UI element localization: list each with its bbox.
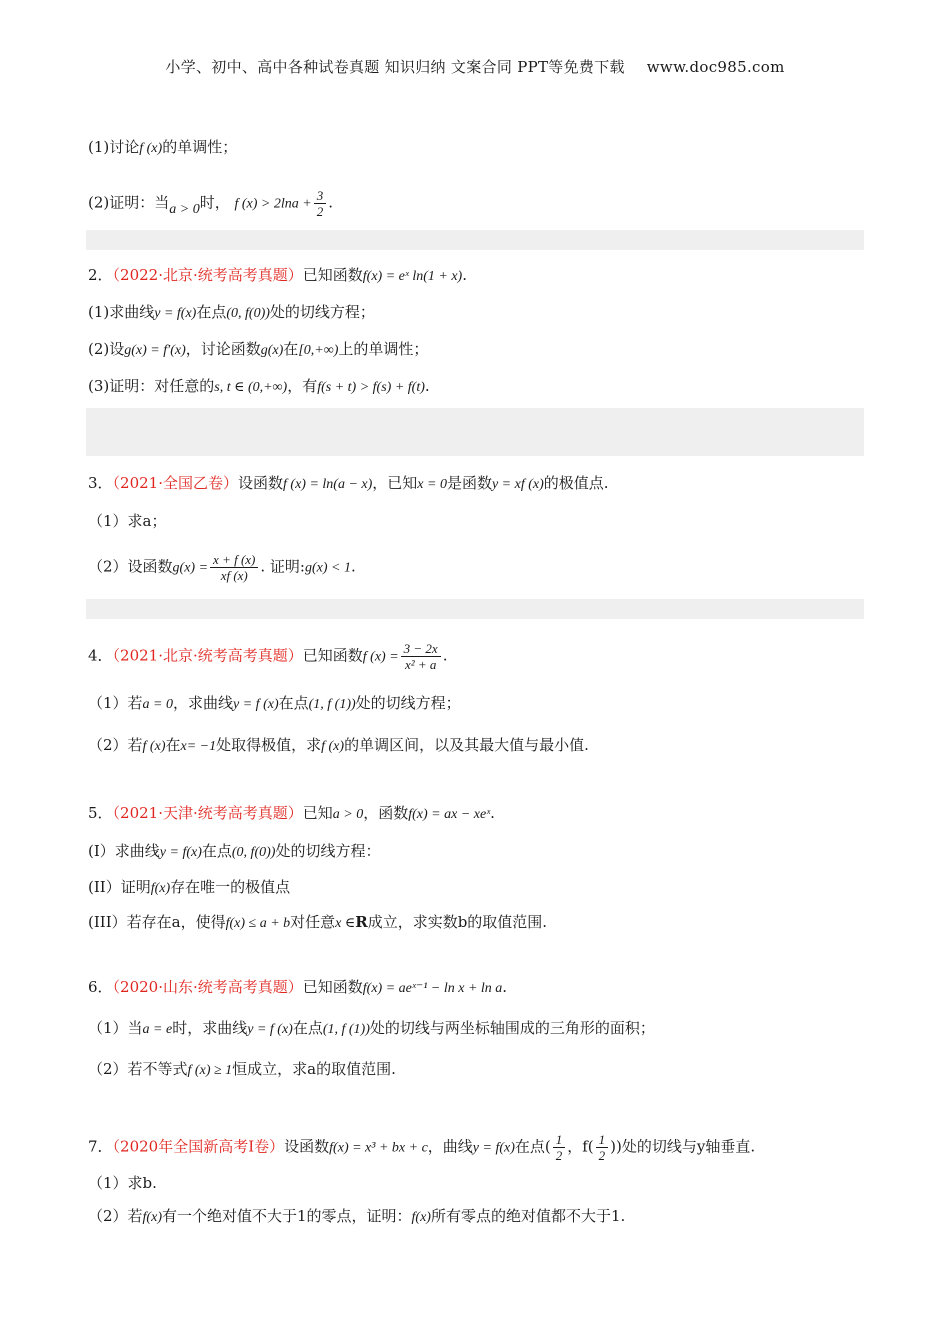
q7-fraction-1: $\frac{1}{2}$: [553, 1132, 566, 1163]
q5-part2: (II）证明f(x)存在唯一的极值点: [88, 878, 291, 896]
q2-stem: 2．（2022·北京·统考高考真题）已知函数f(x) = eˣ ln(1 + x).: [88, 266, 467, 284]
q7-part1: （1）求b.: [88, 1174, 157, 1192]
q2-part2: (2)设g(x) = f′(x)，讨论函数g(x)在[0,+∞)上的单调性；: [88, 340, 429, 358]
q6-stem: 6．（2020·山东·统考高考真题）已知函数f(x) = aeˣ⁻¹ − ln x + ln a.: [88, 978, 508, 996]
q1-part2: (2)证明：当a > 0时， f (x) > 2lna + $\frac{3}{2}$ .: [88, 188, 333, 219]
q7-source: （2020年全国新高考Ⅰ卷）: [112, 1137, 285, 1156]
page-header: [0, 56, 950, 77]
q3-stem: 3．（2021·全国乙卷）设函数f (x) = ln(a − x)，已知x = 0是函数y = xf (x)的极值点.: [88, 474, 609, 492]
q2-part3: (3)证明：对任意的s, t ∈ (0,+∞)，有f(s + t) > f(s) + f(t).: [88, 377, 430, 395]
q7-stem: 7．（2020年全国新高考Ⅰ卷）设函数f(x) = x³ + bx + c，曲线y = f(x)在点( $\frac{1}{2}$ ，f( $\frac{1}{2}$ ))处的切线与y轴垂直.: [88, 1132, 756, 1163]
q3-source: （2021·全国乙卷）: [112, 474, 238, 492]
q2-part1: (1)求曲线y = f(x)在点(0, f(0))处的切线方程；: [88, 303, 375, 321]
q1-part1: (1)讨论f (x)的单调性；: [88, 138, 238, 156]
q6-part1: （1）当a = e时，求曲线y = f (x)在点(1, f (1))处的切线与两坐标轴围成的三角形的面积；: [88, 1019, 655, 1037]
q3-part2: （2）设函数g(x) = $\frac{x + f (x)}{xf (x)}$ . 证明:g(x) < 1.: [88, 552, 356, 583]
q4-source: （2021·北京·统考高考真题）: [112, 646, 303, 665]
q7-part2: （2）若f(x)有一个绝对值不大于1的零点，证明：f(x)所有零点的绝对值都不大于1.: [88, 1207, 626, 1225]
answer-area-3: [86, 599, 864, 619]
q2-source: （2022·北京·统考高考真题）: [112, 266, 303, 284]
q4-part2: （2）若f (x)在x= −1处取得极值，求f (x)的单调区间，以及其最大值与最小值.: [88, 736, 589, 754]
q5-part3: (III）若存在a，使得f(x) ≤ a + b对任意x ∈R成立，求实数b的取值范围.: [88, 913, 548, 931]
q5-part1: (I）求曲线y = f(x)在点(0, f(0))处的切线方程：: [88, 842, 381, 860]
q5-source: （2021·天津·统考高考真题）: [112, 804, 303, 822]
header-text: 小学、初中、高中各种试卷真题 知识归纳 文案合同 PPT等免费下载: [165, 58, 625, 76]
q3-fraction: $\frac{x + f (x)}{xf (x)}$: [210, 552, 258, 583]
q4-stem: 4．（2021·北京·统考高考真题）已知函数f (x) = $\frac{3 - 2x}{\text{x² + a}}$ .: [88, 641, 448, 672]
q3-part1: （1）求a；: [88, 512, 167, 530]
q4-part1: （1）若a = 0，求曲线y = f (x)在点(1, f (1))处的切线方程；: [88, 694, 461, 712]
answer-area-2: [86, 408, 864, 456]
answer-area-1: [86, 230, 864, 250]
q7-fraction-2: $\frac{1}{2}$: [596, 1132, 609, 1163]
q1-fraction: $\frac{3}{2}$: [314, 188, 327, 219]
q6-source: （2020·山东·统考高考真题）: [112, 978, 303, 996]
q4-fraction: $\frac{3 - 2x}{\text{x² + a}}$: [401, 641, 441, 672]
q5-stem: 5．（2021·天津·统考高考真题）已知a > 0，函数f(x) = ax − xeˣ.: [88, 804, 495, 822]
q6-part2: （2）若不等式f (x) ≥ 1恒成立，求a的取值范围.: [88, 1060, 396, 1078]
header-site[interactable]: www.doc985.com: [646, 58, 785, 76]
